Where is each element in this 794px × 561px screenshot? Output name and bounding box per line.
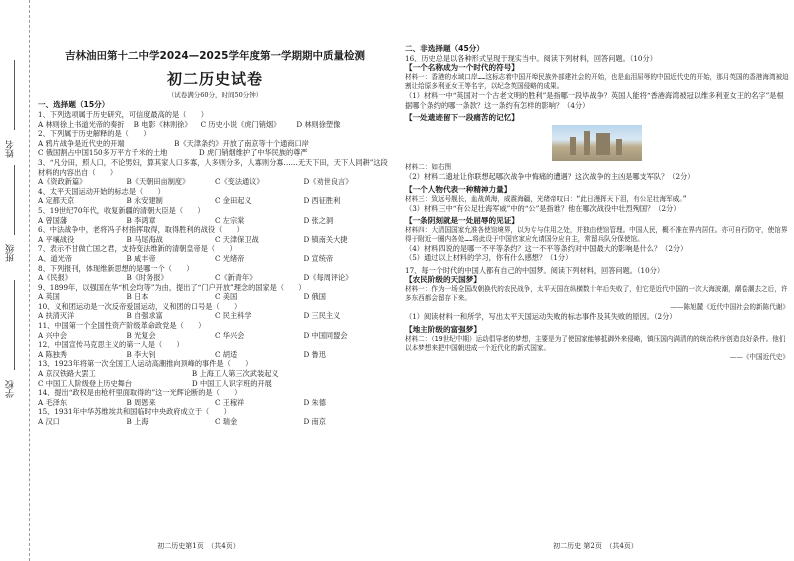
- option[interactable]: C 王稼祥: [215, 397, 245, 407]
- option[interactable]: D 张之洞: [303, 215, 334, 225]
- option[interactable]: C 华兴会: [215, 330, 245, 340]
- option[interactable]: C 俄国割占中国150多万平方千米的土地: [38, 148, 168, 158]
- question-stem: 2、下列属于历史解释的是（ ）: [38, 129, 151, 139]
- option[interactable]: A 陈独秀: [38, 349, 68, 359]
- option[interactable]: B 马尾海战: [126, 234, 163, 244]
- subsection-title: 【地主阶级的富强梦】: [405, 324, 481, 334]
- material-text: 材料三：致远号舰长，血战黄海，威震海疆，光绪帝叹曰：“此日漫挥天下泪，有公足壮海军威。”: [405, 194, 687, 203]
- option[interactable]: B 周恩来: [126, 397, 156, 407]
- section-title: 一、选择题（15分）: [38, 100, 110, 109]
- option[interactable]: C 瑞金: [215, 417, 238, 426]
- question-stem: 9、1899年，以强国在华“机会均等”为由，提出了“门户开放”理念的国家是（ ）: [38, 282, 306, 292]
- option[interactable]: D 镇南关大捷: [303, 234, 348, 244]
- sub-question: （2）材料二遗址让你联想起哪次战争中悔痛的遭遇？这次战争的主凶是哪支军队？（2分）: [405, 172, 695, 182]
- sub-question: （1）材料一中“英国对一个古老文明的胜利”是指哪一段毕战争？英国人能将“香港海湾被冠以维多利亚女王的名字”是根据哪个条约的哪一条款？这一条约有怎样的影响？（4分）: [405, 91, 784, 110]
- option[interactable]: D 鲁迅: [303, 349, 326, 359]
- material-text: 材料二：（19世纪中期）运动倡导者的梦想，主要是为了使国家能够抵御外来侵略，镇压国内满清的的统治秩序创造良好条件。他们以本梦想来把中国朝进成一个近代化的新式国家。: [405, 334, 786, 352]
- ruin-column: [596, 133, 610, 155]
- option[interactable]: A 定都天京: [38, 196, 75, 206]
- option[interactable]: C 光绪帝: [215, 253, 245, 263]
- sub-question: （4）材料四说的是哪一不平等条约？这一不平等条约对中国最大的影响是什么？（2分）: [405, 244, 688, 254]
- material-text: 材料一：香港的水域口岸……这标志着中国开埠民族外部建社会的开始，也是血泪屈辱的中国近代史的开始，那月英国的香港海湾被迫割让给原多利亚女王等名字，以纪念英国侵略的成果。: [405, 73, 789, 91]
- question-stem: 15、1931年中华苏维埃共和国临时中央政府成立于（ ）: [38, 407, 231, 417]
- question-options: [38, 311, 392, 321]
- subsection-title: 【农民阶级的天国梦】: [405, 275, 481, 285]
- binding-line: [14, 165, 15, 235]
- binding-line: [14, 60, 15, 130]
- option[interactable]: D 南京: [303, 417, 326, 426]
- option[interactable]: C 金田起义: [215, 196, 252, 206]
- question-options: [38, 350, 392, 360]
- exam-title: 初二历史试卷: [166, 70, 263, 88]
- option[interactable]: B 自强求富: [126, 311, 163, 321]
- material-text: 材料二：如右图: [405, 163, 452, 172]
- question-options: [38, 292, 392, 302]
- option[interactable]: D《每周评论》: [303, 273, 353, 283]
- option[interactable]: C《新青年》: [215, 273, 257, 283]
- question-stem: 13、1923年将第一次全国工人运动高潮推向顶峰的事件是（ ）: [38, 359, 253, 369]
- binding-label-school: 学校: [6, 380, 16, 398]
- question-options: [38, 379, 392, 389]
- option[interactable]: C 民主科学: [215, 311, 252, 321]
- option[interactable]: D 西征胜利: [303, 196, 341, 206]
- option[interactable]: D 中国工人识字班的开展: [191, 378, 272, 388]
- option[interactable]: B 咸丰帝: [126, 253, 156, 263]
- ruin-column: [584, 131, 590, 155]
- question-stem: 3、“凡分田，照人口，不论男妇，算其家人口多寡，人多则分多，人寡则分寡……无天下田，天下人同耕”这段材料的内容出自（ ）: [38, 157, 388, 177]
- option[interactable]: B 上海工人第三次武装起义: [191, 369, 279, 379]
- option[interactable]: A 京汉铁路大罢工: [38, 369, 96, 379]
- section-title: 二、非选择题（45分）: [405, 44, 484, 53]
- sub-question: （1）阅读材料一和所学，写出太平天国运动失败的标志事件及其失败的原因。（2分）: [405, 312, 677, 322]
- sub-question: （3）材料三中“有公足壮海军威”中的“公”是指谁？他在哪次战役中壮烈殉国？（2分）: [405, 203, 681, 213]
- option[interactable]: A 毛泽东: [38, 397, 68, 407]
- subsection-title: 【一条阴刻就是一处屈辱的见证】: [405, 216, 519, 226]
- ruin-column: [570, 137, 576, 155]
- option[interactable]: C 胡适: [215, 349, 238, 359]
- option[interactable]: A 汉口: [38, 417, 60, 426]
- question-options: [38, 216, 392, 226]
- page-footer: 初二历史 第2页 （共4页）: [553, 542, 638, 550]
- choice-questions: [38, 100, 392, 427]
- question-stem: 12、中国宣传马克思主义的第一人是（ ）: [38, 340, 184, 350]
- option[interactable]: C《变法通议》: [215, 177, 264, 187]
- essay-questions: [405, 44, 789, 362]
- subsection-title: 【一个人物代表一种精神力量】: [405, 184, 512, 194]
- exam-note: （试卷满分60分，时间50分钟）: [167, 91, 263, 99]
- question-options: [38, 273, 392, 283]
- question-stem: 11、中国第一个全国性资产阶级革命政党是（ ）: [38, 321, 206, 331]
- question-stem: 10、义和团运动是一次反帝爱国运动，义和团的口号是（ ）: [38, 301, 242, 311]
- ruin-column: [616, 139, 622, 155]
- option[interactable]: B 光复会: [126, 330, 156, 340]
- option[interactable]: B《时务报》: [126, 273, 168, 283]
- question-options: [38, 254, 392, 264]
- option[interactable]: A 英国: [38, 292, 60, 302]
- question-options: [38, 177, 392, 187]
- option[interactable]: C 左宗棠: [215, 215, 245, 225]
- option[interactable]: B 电影《林则徐》: [133, 119, 192, 129]
- right-page: [397, 0, 794, 561]
- question-stem: 8、下列报刊，体现维新思想的是哪一个（ ）: [38, 263, 194, 273]
- option[interactable]: A 曾国藩: [38, 215, 68, 225]
- subsection-title: 【一个名称成为一个时代的符号】: [405, 63, 519, 73]
- binding-margin: [0, 0, 30, 561]
- page-footer: 初二历史第1页 （共4页）: [157, 542, 240, 550]
- question-stem: 7、表示不甘做亡国之君，支持变法维新的清朝皇帝是（ ）: [38, 244, 237, 254]
- question-options: [38, 148, 392, 158]
- option[interactable]: C 天津保卫战: [215, 234, 259, 244]
- option[interactable]: B 上海: [126, 417, 149, 426]
- option[interactable]: D 俄国: [303, 292, 326, 302]
- option[interactable]: D 朱德: [303, 397, 326, 407]
- material-source: ——陈旭麓《近代中国社会的新陈代谢》: [670, 303, 789, 312]
- binding-label-name: 姓名: [6, 140, 16, 158]
- question-stem: 6、中法战争中，老将冯子材指挥取得，取得胜利的战役（ ）: [38, 225, 244, 235]
- material-text: 材料四：大清国国家允准各使馆境界，以为专与住用之处，并独由使馆管理。中国人民，概不准在界内居住。亦可自行防守，使馆界得于附近一圈内各处……将此设于中国官家应允请国分应自主，常留兵队分保使馆。: [405, 226, 788, 244]
- option[interactable]: B 李鸿章: [126, 215, 156, 225]
- option[interactable]: A《民报》: [38, 273, 72, 283]
- option[interactable]: B 李大钊: [126, 349, 156, 359]
- option[interactable]: A 扶清灭洋: [38, 311, 75, 321]
- question-stem: 16、历史总是以各种形式呈现于现实当中。阅读下列材料，回答问题。（10分）: [405, 54, 657, 63]
- material-text: 材料一：作为一场全国改朝换代的农民战争，太平天国在纵横数十年后失败了，但它是近代中国的一次大海波潮，潮卷潮去之后，许多东西都会留存下来。: [405, 285, 788, 303]
- option[interactable]: D《劝世良言》: [303, 177, 353, 187]
- option[interactable]: B《天津条约》开放了南京等十个通商口岸: [174, 138, 309, 148]
- option[interactable]: D 中国同盟会: [303, 330, 348, 340]
- question-stem: 1、下列选项属于历史研究，可信度最高的是（ ）: [38, 110, 208, 119]
- option[interactable]: C 中国工人阶级登上历史舞台: [38, 378, 133, 388]
- question-stem: 17、每一个时代的中国人都有自己的中国梦。阅读下列材料，回答问题。（10分）: [405, 265, 665, 275]
- option[interactable]: A 鸦片战争是近代史的开端: [38, 138, 125, 148]
- ruins-photo: [552, 125, 642, 161]
- option[interactable]: A、道光帝: [38, 253, 72, 263]
- material-source: ——《中国近代史》: [729, 352, 789, 361]
- question-options: [38, 417, 392, 427]
- option[interactable]: B 永安建制: [126, 196, 163, 206]
- option[interactable]: D 宣统帝: [303, 253, 334, 263]
- option[interactable]: D 林则徐塑像: [296, 119, 341, 129]
- option[interactable]: A 平壤战役: [38, 234, 75, 244]
- question-options: [38, 398, 392, 408]
- option[interactable]: C 历史小说《虎门销烟》: [200, 119, 281, 129]
- question-stem: 4、太平天国运动开始的标志是（ ）: [38, 186, 165, 196]
- question-options: [38, 196, 392, 206]
- binding-line: [14, 280, 15, 370]
- question-options: [38, 331, 392, 341]
- option[interactable]: A 兴中会: [38, 330, 68, 340]
- option[interactable]: B 日本: [126, 292, 149, 302]
- question-options: [38, 120, 392, 130]
- option[interactable]: A 林则徐上书道光帝的奏折: [38, 119, 125, 129]
- sub-question: （5）通过以上材料的学习，你有什么感想？（1分）: [405, 253, 573, 263]
- question-stem: 14、提出“政权是由枪杆里面取得的”这一光辉论断的是（ ）: [38, 388, 242, 398]
- binding-label-class: 班级: [6, 244, 16, 262]
- subsection-title: 【一处遗迹留下一段痛苦的记忆】: [405, 113, 519, 123]
- option[interactable]: A《资政新篇》: [38, 177, 87, 187]
- question-options: [38, 139, 392, 149]
- option[interactable]: D 三民主义: [303, 311, 341, 321]
- option[interactable]: C 美国: [215, 292, 238, 302]
- option[interactable]: B《天朝田亩制度》: [126, 177, 190, 187]
- question-stem: 5、19世纪70年代，收复新疆的清朝大臣是（ ）: [38, 205, 205, 215]
- question-options: [38, 369, 392, 379]
- school-name: 吉林油田第十二中学2024—2025学年度第一学期期中质量检测: [65, 50, 365, 62]
- question-options: [38, 235, 392, 245]
- option[interactable]: D 虎门销烟维护了中华民族的尊严: [198, 148, 308, 158]
